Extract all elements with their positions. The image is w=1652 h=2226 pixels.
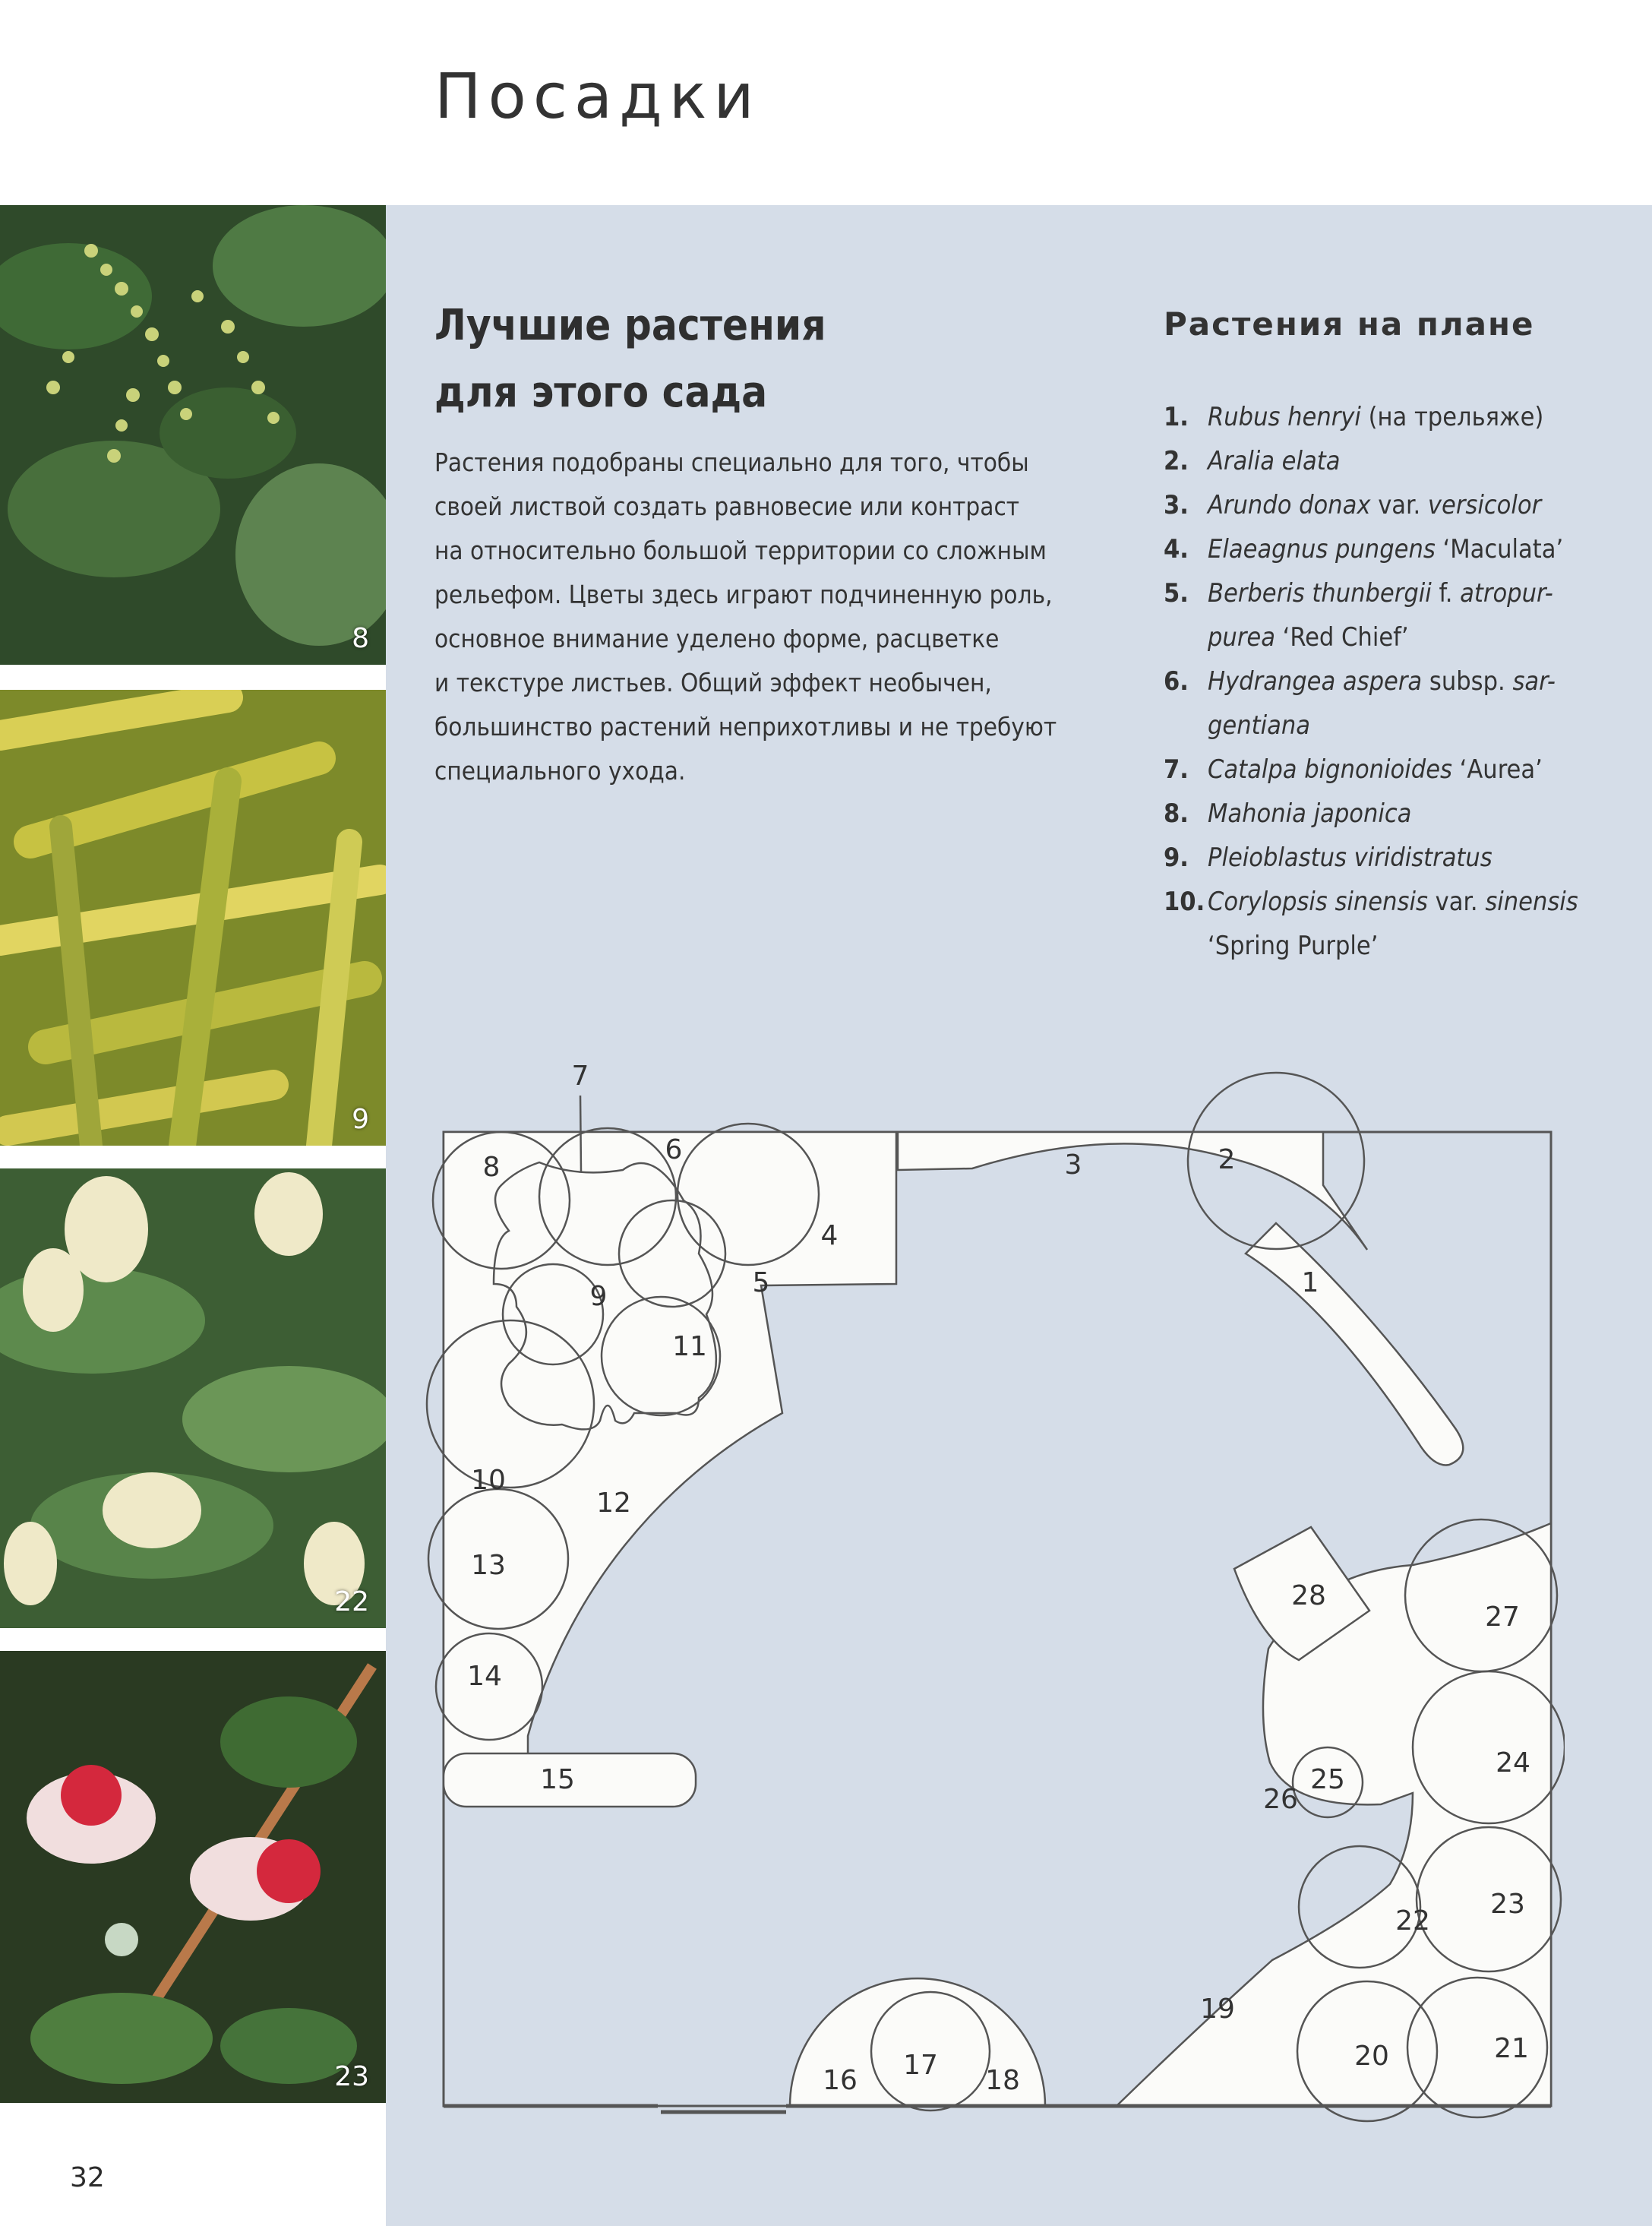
plan-label: 2 (1218, 1144, 1236, 1175)
plant-list-item (1164, 483, 1589, 527)
intro-line: Растения подобраны специально для того, чтобы (434, 447, 1029, 477)
plan-label: 4 (820, 1220, 839, 1251)
plant-list-item (1164, 880, 1589, 968)
intro-line: на относительно большой территории со сложным (434, 536, 1047, 565)
intro-line: специального ухода. (434, 756, 686, 786)
plan-label: 22 (1395, 1905, 1430, 1937)
plant-name: Mahonia japonica (1208, 798, 1412, 829)
plant-number: 2. (1164, 446, 1189, 476)
intro-line: основное внимание уделено форме, расцветке (434, 624, 1000, 653)
plant-number: 6. (1164, 666, 1189, 697)
plan-label: 12 (596, 1488, 631, 1519)
plan-label: 7 (571, 1064, 589, 1092)
plant-number: 1. (1164, 402, 1189, 432)
plan-label: 11 (672, 1331, 707, 1362)
plan-label: 14 (467, 1661, 502, 1692)
plan-label: 9 (589, 1281, 608, 1312)
photo-bamboo (0, 690, 386, 1146)
plant-name: Catalpa bignonioides ‘Aurea’ (1208, 754, 1543, 785)
plan-label: 19 (1200, 1994, 1235, 2025)
plant-number: 8. (1164, 798, 1189, 829)
page-number: 32 (70, 2162, 105, 2193)
plant-name: Hydrangea aspera subsp. sar- gentiana (1208, 666, 1556, 741)
heading-line: для этого сада (434, 368, 768, 417)
heading-line: Лучшие растения (434, 301, 826, 350)
plant-name: Rubus henryi (на трельяже) (1208, 402, 1544, 432)
plant-number: 9. (1164, 843, 1189, 873)
plant-name: Pleioblastus viridistratus (1208, 843, 1492, 873)
intro-line: и текстуре листьев. Общий эффект необычен, (434, 668, 992, 697)
photo-label: 23 (334, 2061, 369, 2092)
plan-label: 25 (1310, 1764, 1345, 1795)
plant-name: Elaeagnus pungens ‘Maculata’ (1208, 534, 1564, 564)
plan-label: 23 (1490, 1889, 1525, 1920)
plant-list-heading: Растения на плане (1164, 305, 1535, 343)
plan-label: 26 (1263, 1784, 1298, 1815)
plan-label: 24 (1496, 1747, 1530, 1779)
plan-label: 20 (1354, 2041, 1389, 2072)
plant-number: 4. (1164, 534, 1189, 564)
plan-label: 13 (471, 1550, 506, 1581)
intro-line: своей листвой создать равновесие или контраст (434, 492, 1020, 521)
photo-label: 22 (334, 1586, 369, 1617)
bed-top-right (898, 1132, 1367, 1250)
plant-list-item (1164, 439, 1589, 483)
plan-label: 27 (1485, 1602, 1520, 1633)
plan-label: 6 (665, 1134, 683, 1165)
plant-list-item (1164, 792, 1589, 836)
plan-label: 15 (540, 1764, 575, 1795)
photo-feijoa (0, 1651, 386, 2103)
plant-list-item (1164, 395, 1589, 439)
plan-label: 5 (752, 1267, 770, 1298)
plan-label: 18 (985, 2065, 1020, 2096)
intro-paragraph (434, 441, 1057, 793)
photo-label: 9 (352, 1104, 369, 1135)
plant-number: 3. (1164, 490, 1189, 520)
plant-list-item (1164, 527, 1589, 571)
intro-line: большинство растений неприхотливы и не требуют (434, 712, 1057, 741)
plant-name: Corylopsis sinensis var. sinensis ‘Spring Purple’ (1208, 887, 1578, 961)
photo-strip (0, 205, 386, 2120)
bed-arc-1 (1246, 1223, 1463, 1465)
plant-list (1164, 395, 1589, 968)
plant-list-item (1164, 659, 1589, 748)
plan-label: 3 (1064, 1149, 1082, 1181)
plant-number: 10. (1164, 887, 1205, 917)
plan-label: 16 (823, 2065, 858, 2096)
plant-name: Arundo donax var. versicolor (1208, 490, 1542, 520)
plant-list-item (1164, 836, 1589, 880)
section-heading (434, 292, 966, 426)
plant-number: 5. (1164, 578, 1189, 609)
photo-label: 8 (352, 623, 369, 654)
plant-list-item (1164, 748, 1589, 792)
garden-plan (425, 1064, 1565, 2127)
plan-label: 1 (1301, 1267, 1319, 1298)
intro-line: рельефом. Цветы здесь играют подчиненную роль, (434, 580, 1053, 609)
plant-name: Berberis thunbergii f. atropur- purea ‘Red Chief’ (1208, 578, 1553, 653)
plan-label: 8 (482, 1152, 501, 1183)
photo-smilacina (0, 1168, 386, 1628)
plant-name: Aralia elata (1208, 446, 1341, 476)
plant-list-item (1164, 571, 1589, 659)
photo-mahonia (0, 205, 386, 665)
page-header: Посадки (434, 61, 761, 133)
plan-label: 28 (1291, 1580, 1326, 1611)
plant-number: 7. (1164, 754, 1189, 785)
plan-label: 10 (471, 1465, 506, 1496)
plan-label: 21 (1494, 2033, 1529, 2064)
plan-label: 17 (903, 2050, 938, 2081)
